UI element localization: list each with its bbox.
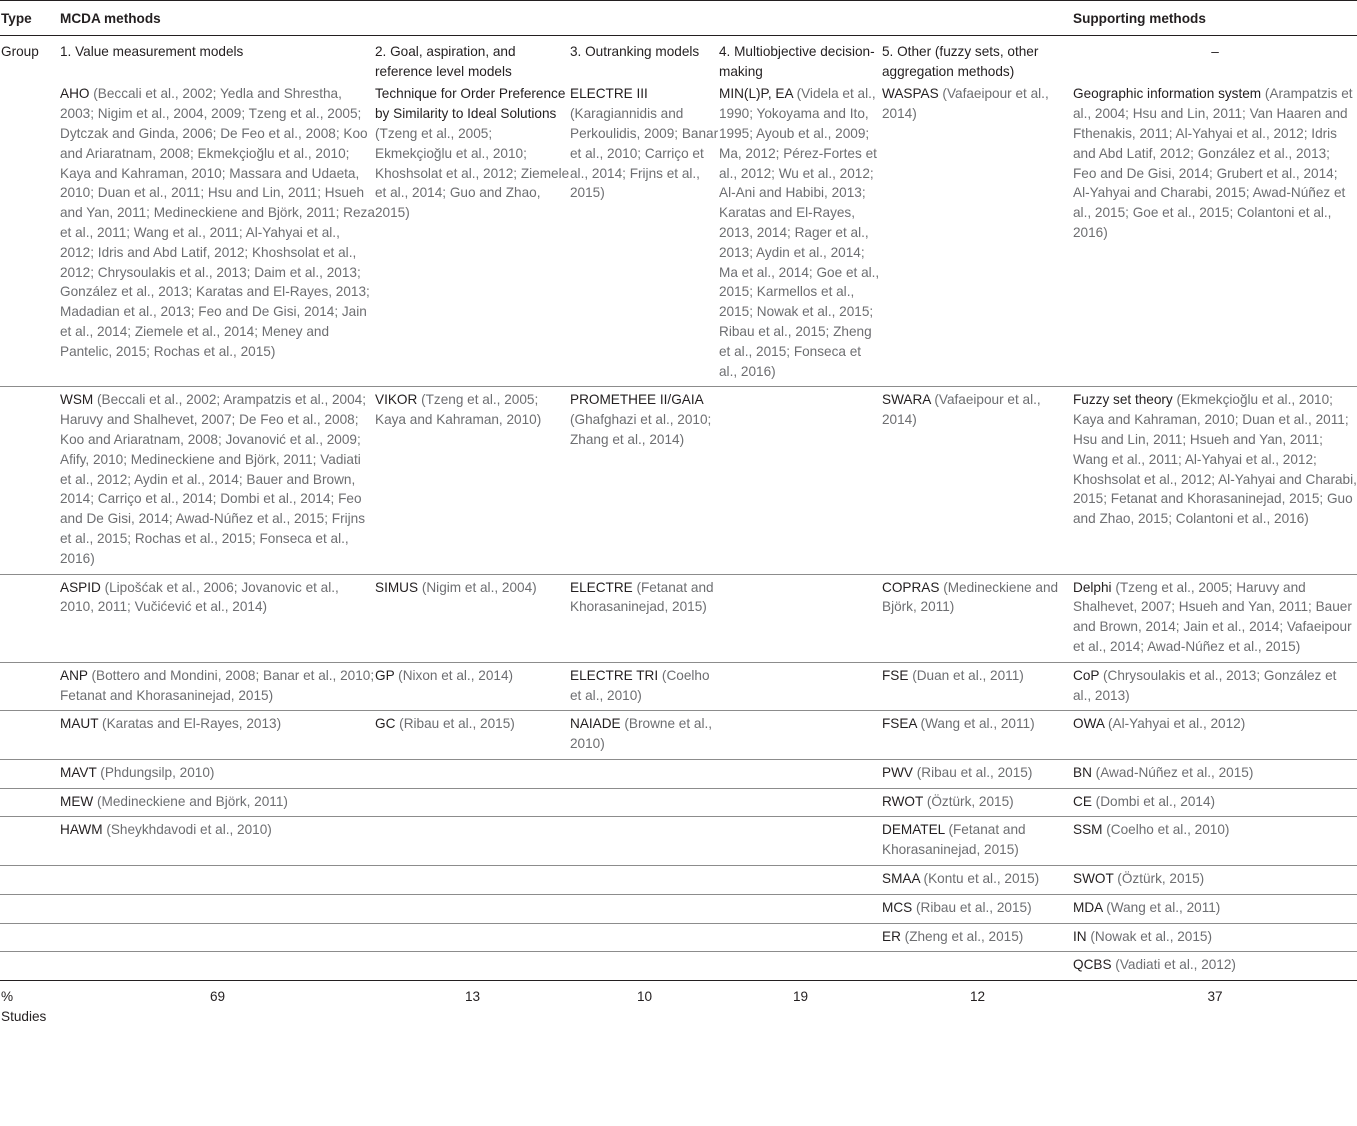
other-cell xyxy=(882,788,1073,817)
header-row xyxy=(0,1,1357,36)
multiobjective-cell xyxy=(719,662,882,711)
method-references: (Öztürk, 2015) xyxy=(1113,871,1205,887)
multiobjective-cell xyxy=(719,759,882,788)
outranking-cell xyxy=(570,866,719,895)
table-row xyxy=(0,387,1357,574)
method-references: (Medineckiene and Björk, 2011) xyxy=(93,793,288,809)
method-name: ANP xyxy=(60,667,88,683)
supporting-cell xyxy=(1073,759,1357,788)
value-measurement-cell xyxy=(60,952,375,981)
outranking-cell xyxy=(570,894,719,923)
method-references: (Sheykhdavodi et al., 2010) xyxy=(102,822,272,838)
method-references: (Beccali et al., 2002; Yedla and Shrestha, 2003; Nigim et al., 2004, 2009; Tzeng et al., 2005; Dytczak and Ginda, 2006; De Feo et al., 2008; Koo and Ariaratnam, 2008; Ekmekçioğlu et al., 2010; Kaya and Kahraman, 2010; Massara and Udaeta, 2010; Duan et al., 2011; Hsu and Lin, 2011; Hsueh and Yan, 2011; Medineckiene and Björk, 2011; Reza et al., 2011; Wang et al., 2011; Al-Yahyai et al., 2012; Idris and Abd Latif, 2012; Khoshsolat et al., 2012; Chrysoulakis et al., 2013; Daim et al., 2013; González et al., 2013; Karatas and El-Rayes, 2013; Madadian et al., 2013; Feo and De Gisi, 2014; Jain et al., 2014; Ziemele et al., 2014; Meney and Pantelic, 2015; Rochas et al., 2015) xyxy=(60,86,375,359)
outranking-cell xyxy=(570,81,719,386)
method-name: Geographic information system xyxy=(1073,86,1262,102)
other-cell xyxy=(882,711,1073,760)
method-references: (Tzeng et al., 2005; Haruvy and Shalhevet, 2007; Hsueh and Yan, 2011; Bauer and Brown, 2014; Jain et al., 2014; Vafaeipour et al., 2014; Awad-Núñez et al., 2015) xyxy=(1073,579,1352,654)
method-references: (Karagiannidis and Perkoulidis, 2009; Banar et al., 2010; Carriço et al., 2014; Frijns et al., 2015) xyxy=(570,106,719,201)
group-3: 3. Outranking models xyxy=(570,43,700,59)
goal-reference-cell xyxy=(375,662,570,711)
method-references: (Vadiati et al., 2012) xyxy=(1111,957,1236,973)
goal-reference-cell xyxy=(375,759,570,788)
outranking-cell xyxy=(570,923,719,952)
method-references: (Awad-Núñez et al., 2015) xyxy=(1091,764,1254,780)
method-references: (Tzeng et al., 2005; Ekmekçioğlu et al., 2010; Khoshsolat et al., 2012; Ziemele et al., 2014; Guo and Zhao, 2015) xyxy=(375,125,570,221)
value-measurement-cell xyxy=(60,711,375,760)
supporting-cell xyxy=(1073,923,1357,952)
type-cell xyxy=(0,81,60,386)
outranking-cell xyxy=(570,574,719,662)
method-references: (Wang et al., 2011) xyxy=(1102,899,1221,915)
method-references: (Medineckiene and Björk, 2011) xyxy=(882,579,1059,615)
goal-reference-cell xyxy=(375,387,570,574)
goal-reference-cell xyxy=(375,923,570,952)
supporting-cell xyxy=(1073,894,1357,923)
value-measurement-cell xyxy=(60,817,375,866)
method-references: (Videla et al., 1990; Yokoyama and Ito, 1995; Ayoub et al., 2009; Ma, 2012; Pérez-Fortes et al., 2012; Wu et al., 2012; Al-Ani and Habibi, 2013; Karatas and El-Rayes, 2013, 2014; Rager et al., 2013; Aydin et al., 2014; Ma et al., 2014; Goe et al., 2015; Karmellos et al., 2015; Nowak et al., 2015; Ribau et al., 2015; Zheng et al., 2015; Fonseca et al., 2016) xyxy=(719,86,880,379)
mcda-methods-header: MCDA methods xyxy=(60,1,1073,36)
method-references: (Coelho et al., 2010) xyxy=(570,667,710,703)
multiobjective-cell xyxy=(719,81,882,386)
method-name: SMAA xyxy=(882,871,920,887)
method-name: CoP xyxy=(1073,667,1100,683)
method-references: (Ekmekçioğlu et al., 2010; Kaya and Kahraman, 2010; Duan et al., 2011; Hsu and Lin, 2011; Hsueh and Yan, 2011; Wang et al., 2011; Al-Yahyai et al., 2012; Khoshsolat et al., 2012; Al-Yahyai and Charabi, 2015; Fetanat and Khorasaninejad, 2015; Guo and Zhao, 2015; Colantoni et al., 2016) xyxy=(1073,392,1357,527)
method-references: (Vafaeipour et al., 2014) xyxy=(882,392,1041,428)
outranking-cell xyxy=(570,952,719,981)
method-name: SSM xyxy=(1073,822,1103,838)
value-measurement-cell xyxy=(60,788,375,817)
goal-reference-cell xyxy=(375,866,570,895)
value-measurement-cell xyxy=(60,81,375,386)
supporting-methods-header: Supporting methods xyxy=(1073,1,1357,36)
method-references: (Ghafghazi et al., 2010; Zhang et al., 2014) xyxy=(570,412,712,447)
method-references: (Lipošćak et al., 2006; Jovanovic et al., 2010, 2011; Vučićević et al., 2014) xyxy=(60,579,339,615)
method-references: (Fetanat and Khorasaninejad, 2015) xyxy=(882,822,1026,858)
studies-value-4: 19 xyxy=(719,981,882,1027)
goal-reference-cell xyxy=(375,817,570,866)
type-cell xyxy=(0,574,60,662)
method-name: BN xyxy=(1073,764,1092,780)
multiobjective-cell xyxy=(719,574,882,662)
method-name: COPRAS xyxy=(882,579,940,595)
studies-value-3: 10 xyxy=(570,981,719,1027)
multiobjective-cell xyxy=(719,817,882,866)
table-row xyxy=(0,817,1357,866)
method-name: OWA xyxy=(1073,716,1105,732)
supporting-cell xyxy=(1073,387,1357,574)
other-cell xyxy=(882,662,1073,711)
goal-reference-cell xyxy=(375,952,570,981)
supporting-cell xyxy=(1073,866,1357,895)
type-cell xyxy=(0,387,60,574)
value-measurement-cell xyxy=(60,894,375,923)
goal-reference-cell xyxy=(375,711,570,760)
method-name: SWOT xyxy=(1073,871,1114,887)
type-cell xyxy=(0,866,60,895)
method-references: (Nixon et al., 2014) xyxy=(394,667,514,683)
method-references: (Vafaeipour et al., 2014) xyxy=(882,86,1049,122)
method-references: (Ribau et al., 2015) xyxy=(912,899,1032,915)
multiobjective-cell xyxy=(719,711,882,760)
method-references: (Öztürk, 2015) xyxy=(923,793,1014,809)
method-name: Delphi xyxy=(1073,579,1112,595)
method-references: (Nowak et al., 2015) xyxy=(1086,928,1213,944)
method-name: MIN(L)P, EA xyxy=(719,86,793,102)
supporting-cell xyxy=(1073,711,1357,760)
method-references: (Browne et al., 2010) xyxy=(570,716,713,752)
supporting-cell xyxy=(1073,662,1357,711)
studies-value-1: 69 xyxy=(60,981,375,1027)
table-row xyxy=(0,711,1357,760)
multiobjective-cell xyxy=(719,788,882,817)
multiobjective-cell xyxy=(719,952,882,981)
method-references: (Chrysoulakis et al., 2013; González et al., 2013) xyxy=(1073,667,1337,703)
method-references: (Dombi et al., 2014) xyxy=(1091,793,1216,809)
outranking-cell xyxy=(570,387,719,574)
outranking-cell xyxy=(570,759,719,788)
supporting-cell xyxy=(1073,788,1357,817)
table-row xyxy=(0,866,1357,895)
method-references: (Bottero and Mondini, 2008; Banar et al., 2010; Fetanat and Khorasaninejad, 2015) xyxy=(60,667,375,703)
goal-reference-cell xyxy=(375,574,570,662)
goal-reference-cell xyxy=(375,81,570,386)
method-references: (Ribau et al., 2015) xyxy=(912,764,1033,780)
method-references: (Beccali et al., 2002; Arampatzis et al., 2004; Haruvy and Shalhevet, 2007; De Feo et al., 2008; Koo and Ariaratnam, 2008; Jovanović et al., 2009; Afify, 2010; Medineckiene and Björk, 2011; Vadiati et al., 2012; Aydin et al., 2014; Bauer and Brown, 2014; Carriço et al., 2014; Dombi et al., 2014; Feo and De Gisi, 2014; Awad-Núñez et al., 2015; Frijns et al., 2015; Rochas et al., 2015; Fonseca et al., 2016) xyxy=(60,392,367,566)
other-cell xyxy=(882,81,1073,386)
method-references: (Arampatzis et al., 2004; Hsu and Lin, 2011; Van Haaren and Fthenakis, 2011; Al-Yahyai et al., 2012; Idris and Abd Latif, 2012; González et al., 2013; Feo and De Gisi, 2014; Grubert et al., 2014; Al-Yahyai and Charabi, 2015; Awad-Núñez et al., 2015; Goe et al., 2015; Colantoni et al., 2016) xyxy=(1073,86,1353,240)
method-name: VIKOR xyxy=(375,392,418,408)
group-label: Group xyxy=(1,43,39,59)
method-name: GC xyxy=(375,716,396,732)
goal-reference-cell xyxy=(375,788,570,817)
studies-value-2: 13 xyxy=(375,981,570,1027)
multiobjective-cell xyxy=(719,894,882,923)
method-name: CE xyxy=(1073,793,1092,809)
goal-reference-cell xyxy=(375,894,570,923)
method-references: (Phdungsilp, 2010) xyxy=(96,764,215,780)
method-references: (Wang et al., 2011) xyxy=(916,716,1035,732)
method-name: Fuzzy set theory xyxy=(1073,392,1173,408)
method-name: Technique for Order Preference by Similarity to Ideal Solutions xyxy=(375,86,566,122)
method-references: (Al-Yahyai et al., 2012) xyxy=(1104,716,1246,732)
outranking-cell xyxy=(570,662,719,711)
supporting-cell xyxy=(1073,817,1357,866)
type-header: Type xyxy=(0,1,60,36)
studies-value-6: 37 xyxy=(1073,981,1357,1027)
value-measurement-cell xyxy=(60,387,375,574)
group-row xyxy=(0,35,1357,81)
value-measurement-cell xyxy=(60,759,375,788)
method-references: (Duan et al., 2011) xyxy=(908,667,1024,683)
method-references: (Zheng et al., 2015) xyxy=(900,928,1024,944)
other-cell xyxy=(882,894,1073,923)
method-name: ELECTRE xyxy=(570,579,633,595)
studies-label: % Studies xyxy=(0,981,60,1027)
supporting-cell xyxy=(1073,81,1357,386)
method-name: IN xyxy=(1073,928,1087,944)
studies-row xyxy=(0,981,1357,1027)
method-name: DEMATEL xyxy=(882,822,945,838)
group-4: 4. Multiobjective decision-making xyxy=(719,43,875,79)
type-cell xyxy=(0,923,60,952)
value-measurement-cell xyxy=(60,662,375,711)
group-supporting: – xyxy=(1211,43,1219,59)
method-references: (Coelho et al., 2010) xyxy=(1102,822,1230,838)
type-cell xyxy=(0,788,60,817)
group-2: 2. Goal, aspiration, and reference level models xyxy=(375,43,516,79)
method-references: (Kontu et al., 2015) xyxy=(919,871,1040,887)
other-cell xyxy=(882,574,1073,662)
method-name: WASPAS xyxy=(882,86,939,102)
multiobjective-cell xyxy=(719,387,882,574)
method-name: FSEA xyxy=(882,716,917,732)
method-name: WSM xyxy=(60,392,94,408)
other-cell xyxy=(882,952,1073,981)
other-cell xyxy=(882,817,1073,866)
multiobjective-cell xyxy=(719,923,882,952)
method-name: AHO xyxy=(60,86,90,102)
type-cell xyxy=(0,759,60,788)
method-name: SWARA xyxy=(882,392,931,408)
table-row xyxy=(0,788,1357,817)
method-name: NAIADE xyxy=(570,716,621,732)
outranking-cell xyxy=(570,817,719,866)
table-row xyxy=(0,759,1357,788)
studies-value-5: 12 xyxy=(882,981,1073,1027)
method-name: ELECTRE III xyxy=(570,86,648,102)
type-cell xyxy=(0,952,60,981)
method-references: (Nigim et al., 2004) xyxy=(418,579,537,595)
supporting-cell xyxy=(1073,574,1357,662)
table-row xyxy=(0,81,1357,386)
method-references: (Tzeng et al., 2005; Kaya and Kahraman, 2010) xyxy=(375,392,542,428)
other-cell xyxy=(882,923,1073,952)
method-name: SIMUS xyxy=(375,579,419,595)
other-cell xyxy=(882,866,1073,895)
method-name: FSE xyxy=(882,667,909,683)
outranking-cell xyxy=(570,788,719,817)
method-name: MCS xyxy=(882,899,913,915)
method-name: ELECTRE TRI xyxy=(570,667,659,683)
group-1: 1. Value measurement models xyxy=(60,43,244,59)
type-cell xyxy=(0,662,60,711)
outranking-cell xyxy=(570,711,719,760)
method-name: HAWM xyxy=(60,822,103,838)
type-cell xyxy=(0,894,60,923)
method-name: PROMETHEE II/GAIA xyxy=(570,392,703,408)
supporting-cell xyxy=(1073,952,1357,981)
method-name: QCBS xyxy=(1073,957,1112,973)
method-name: PWV xyxy=(882,764,913,780)
method-name: GP xyxy=(375,667,395,683)
table-row xyxy=(0,894,1357,923)
value-measurement-cell xyxy=(60,866,375,895)
method-name: MDA xyxy=(1073,899,1103,915)
type-cell xyxy=(0,817,60,866)
value-measurement-cell xyxy=(60,923,375,952)
method-name: MAVT xyxy=(60,764,97,780)
method-references: (Fetanat and Khorasaninejad, 2015) xyxy=(570,579,714,615)
method-name: MAUT xyxy=(60,716,99,732)
table-row xyxy=(0,923,1357,952)
multiobjective-cell xyxy=(719,866,882,895)
table-row xyxy=(0,662,1357,711)
group-5: 5. Other (fuzzy sets, other aggregation methods) xyxy=(882,43,1039,79)
table-row xyxy=(0,574,1357,662)
other-cell xyxy=(882,387,1073,574)
method-name: ER xyxy=(882,928,901,944)
method-references: (Karatas and El-Rayes, 2013) xyxy=(98,716,282,732)
table-row xyxy=(0,952,1357,981)
method-references: (Ribau et al., 2015) xyxy=(395,716,515,732)
type-cell xyxy=(0,711,60,760)
method-name: MEW xyxy=(60,793,94,809)
value-measurement-cell xyxy=(60,574,375,662)
method-name: ASPID xyxy=(60,579,101,595)
other-cell xyxy=(882,759,1073,788)
method-name: RWOT xyxy=(882,793,924,809)
